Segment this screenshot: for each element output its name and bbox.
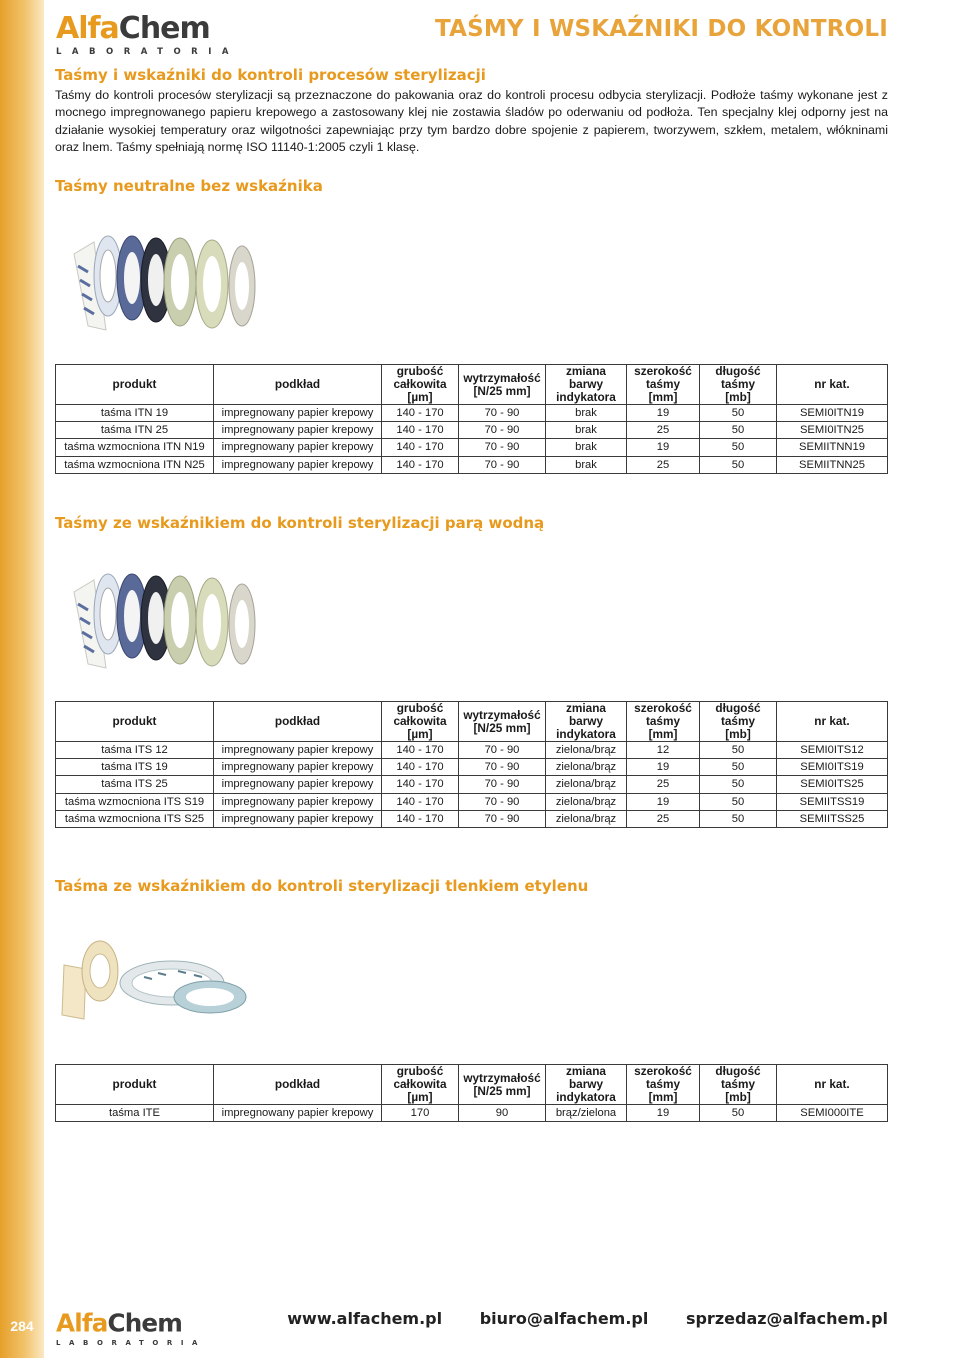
table-cell: zielona/brąz <box>546 793 627 810</box>
table-cell: brak <box>546 405 627 422</box>
table-cell: 50 <box>700 776 777 793</box>
column-header: długość taśmy [mb] <box>700 365 777 405</box>
table-row <box>56 793 888 810</box>
footer-contacts <box>255 1309 888 1328</box>
column-header: nr kat. <box>777 702 888 742</box>
table-cell: impregnowany papier krepowy <box>214 405 382 422</box>
table-row <box>56 742 888 759</box>
table-cell: brąz/zielona <box>546 1105 627 1122</box>
page-number: 284 <box>10 1318 34 1334</box>
table-header-row <box>56 1065 888 1105</box>
table-cell: 170 <box>382 1105 459 1122</box>
table-cell: impregnowany papier krepowy <box>214 810 382 827</box>
spec-table-ethylene <box>55 1064 888 1122</box>
table-cell: 25 <box>627 776 700 793</box>
table-row <box>56 1105 888 1122</box>
section-heading-neutral: Taśmy neutralne bez wskaźnika <box>55 177 323 195</box>
table-cell: 140 - 170 <box>382 759 459 776</box>
table-cell: taśma ITN 25 <box>56 422 214 439</box>
tape-roll-icon <box>74 236 255 330</box>
column-header: szerokość taśmy [mm] <box>627 1065 700 1105</box>
email-office-link[interactable]: biuro@alfachem.pl <box>479 1309 649 1328</box>
table-cell: 19 <box>627 405 700 422</box>
table-cell: 70 - 90 <box>459 422 546 439</box>
column-header: wytrzymałość [N/25 mm] <box>459 365 546 405</box>
table-cell: SEMIITSS19 <box>777 793 888 810</box>
table-row <box>56 439 888 456</box>
column-header: podkład <box>214 365 382 405</box>
intro-block <box>55 66 888 157</box>
table-cell: impregnowany papier krepowy <box>214 456 382 473</box>
table-cell: impregnowany papier krepowy <box>214 422 382 439</box>
column-header: szerokość taśmy [mm] <box>627 702 700 742</box>
email-sales-link[interactable]: sprzedaz@alfachem.pl <box>685 1309 888 1328</box>
table-cell: 25 <box>627 810 700 827</box>
section-heading-ethylene: Taśma ze wskaźnikiem do kontroli sterylizacji tlenkiem etylenu <box>55 877 589 895</box>
column-header: zmiana barwy indykatora <box>546 1065 627 1105</box>
column-header: produkt <box>56 702 214 742</box>
table-row <box>56 810 888 827</box>
table-cell: 140 - 170 <box>382 742 459 759</box>
column-header: grubość całkowita [µm] <box>382 702 459 742</box>
column-header: długość taśmy [mb] <box>700 1065 777 1105</box>
table-cell: 50 <box>700 759 777 776</box>
table-cell: brak <box>546 422 627 439</box>
table-cell: 70 - 90 <box>459 439 546 456</box>
table-cell: taśma ITS 19 <box>56 759 214 776</box>
table-row <box>56 422 888 439</box>
table-cell: 70 - 90 <box>459 759 546 776</box>
table-cell: SEMIITNN25 <box>777 456 888 473</box>
table-row <box>56 405 888 422</box>
table-cell: 140 - 170 <box>382 793 459 810</box>
logo-tagline: LABORATORIA <box>56 1339 207 1348</box>
table-cell: impregnowany papier krepowy <box>214 793 382 810</box>
column-header: nr kat. <box>777 365 888 405</box>
table-cell: SEMI000ITE <box>777 1105 888 1122</box>
table-cell: 50 <box>700 1105 777 1122</box>
table-cell: 19 <box>627 439 700 456</box>
table-cell: 19 <box>627 759 700 776</box>
table-cell: SEMI0ITN19 <box>777 405 888 422</box>
table-cell: taśma ITN 19 <box>56 405 214 422</box>
table-cell: taśma wzmocniona ITS S25 <box>56 810 214 827</box>
column-header: podkład <box>214 702 382 742</box>
table-cell: 140 - 170 <box>382 405 459 422</box>
table-cell: SEMI0ITS12 <box>777 742 888 759</box>
section-heading-steam: Taśmy ze wskaźnikiem do kontroli sterylizacji parą wodną <box>55 514 545 532</box>
table-cell: impregnowany papier krepowy <box>214 776 382 793</box>
table-cell: zielona/brąz <box>546 759 627 776</box>
column-header: grubość całkowita [µm] <box>382 1065 459 1105</box>
table-cell: 140 - 170 <box>382 422 459 439</box>
column-header: produkt <box>56 365 214 405</box>
column-header: długość taśmy [mb] <box>700 702 777 742</box>
page-footer <box>0 1300 960 1358</box>
column-header: zmiana barwy indykatora <box>546 702 627 742</box>
page-title: TAŚMY I WSKAŹNIKI DO KONTROLI <box>434 16 888 42</box>
table-cell: 70 - 90 <box>459 793 546 810</box>
table-cell: 70 - 90 <box>459 742 546 759</box>
table-cell: SEMI0ITS19 <box>777 759 888 776</box>
tape-roll-icon <box>62 941 246 1019</box>
spec-table-neutral <box>55 364 888 474</box>
table-row <box>56 456 888 473</box>
table-cell: impregnowany papier krepowy <box>214 1105 382 1122</box>
table-cell: zielona/brąz <box>546 742 627 759</box>
table-cell: 70 - 90 <box>459 405 546 422</box>
intro-heading: Taśmy i wskaźniki do kontroli procesów sterylizacji <box>55 66 486 84</box>
table-cell: impregnowany papier krepowy <box>214 759 382 776</box>
table-cell: SEMIITSS25 <box>777 810 888 827</box>
table-cell: SEMIITNN19 <box>777 439 888 456</box>
column-header: zmiana barwy indykatora <box>546 365 627 405</box>
table-cell: 50 <box>700 439 777 456</box>
table-cell: SEMI0ITS25 <box>777 776 888 793</box>
website-link[interactable]: www.alfachem.pl <box>287 1309 443 1328</box>
table-header-row <box>56 702 888 742</box>
table-cell: taśma ITS 25 <box>56 776 214 793</box>
side-accent-bar <box>0 0 44 1358</box>
column-header: nr kat. <box>777 1065 888 1105</box>
table-cell: taśma wzmocniona ITN N25 <box>56 456 214 473</box>
table-cell: 50 <box>700 793 777 810</box>
column-header: podkład <box>214 1065 382 1105</box>
table-header-row <box>56 365 888 405</box>
table-cell: 140 - 170 <box>382 439 459 456</box>
table-cell: taśma wzmocniona ITS S19 <box>56 793 214 810</box>
table-cell: 12 <box>627 742 700 759</box>
table-cell: 25 <box>627 422 700 439</box>
table-cell: brak <box>546 439 627 456</box>
column-header: wytrzymałość [N/25 mm] <box>459 1065 546 1105</box>
table-cell: 50 <box>700 810 777 827</box>
column-header: produkt <box>56 1065 214 1105</box>
table-cell: 140 - 170 <box>382 456 459 473</box>
table-cell: 19 <box>627 793 700 810</box>
table-cell: 140 - 170 <box>382 776 459 793</box>
intro-paragraph: Taśmy do kontroli procesów sterylizacji są przeznaczone do pakowania oraz do kontroli procesu odbycia sterylizacji. Podłoże taśmy wykonane jest z mocnego impregnowanego papieru krepowego a zastosowany klej nie zostawia śladów po oderwaniu od podłoża. Ten specjalny klej odporny jest na działanie wysokiej temperatury oraz wilgotności zapewniając przy tym bardzo dobre spojenie z papierem, tworzywem, szkłem, metalem, włókninami oraz lnem. Taśmy spełniają normę ISO 11140-1:2005 czyli 1 klasę. <box>55 88 888 155</box>
table-cell: 70 - 90 <box>459 456 546 473</box>
table-cell: taśma ITS 12 <box>56 742 214 759</box>
table-cell: impregnowany papier krepowy <box>214 742 382 759</box>
table-cell: brak <box>546 456 627 473</box>
table-cell: 50 <box>700 422 777 439</box>
table-row <box>56 776 888 793</box>
column-header: grubość całkowita [µm] <box>382 365 459 405</box>
table-cell: SEMI0ITN25 <box>777 422 888 439</box>
table-cell: taśma ITE <box>56 1105 214 1122</box>
table-cell: 140 - 170 <box>382 810 459 827</box>
product-photo-neutral-tapes <box>66 214 256 334</box>
table-cell: 70 - 90 <box>459 810 546 827</box>
company-logo: AlfaChem LABORATORIA <box>56 11 239 57</box>
logo-tagline: LABORATORIA <box>56 47 239 57</box>
table-cell: zielona/brąz <box>546 776 627 793</box>
table-cell: 90 <box>459 1105 546 1122</box>
column-header: szerokość taśmy [mm] <box>627 365 700 405</box>
table-cell: 50 <box>700 742 777 759</box>
table-cell: 70 - 90 <box>459 776 546 793</box>
footer-logo: AlfaChem LABORATORIA <box>56 1309 207 1348</box>
product-photo-steam-tapes <box>66 552 256 672</box>
tape-roll-icon <box>74 574 255 668</box>
table-cell: 50 <box>700 456 777 473</box>
table-cell: impregnowany papier krepowy <box>214 439 382 456</box>
table-cell: 25 <box>627 456 700 473</box>
column-header: wytrzymałość [N/25 mm] <box>459 702 546 742</box>
table-row <box>56 759 888 776</box>
product-photo-ethylene-tapes <box>60 935 250 1025</box>
table-cell: zielona/brąz <box>546 810 627 827</box>
table-cell: 50 <box>700 405 777 422</box>
table-cell: 19 <box>627 1105 700 1122</box>
table-cell: taśma wzmocniona ITN N19 <box>56 439 214 456</box>
spec-table-steam <box>55 701 888 828</box>
